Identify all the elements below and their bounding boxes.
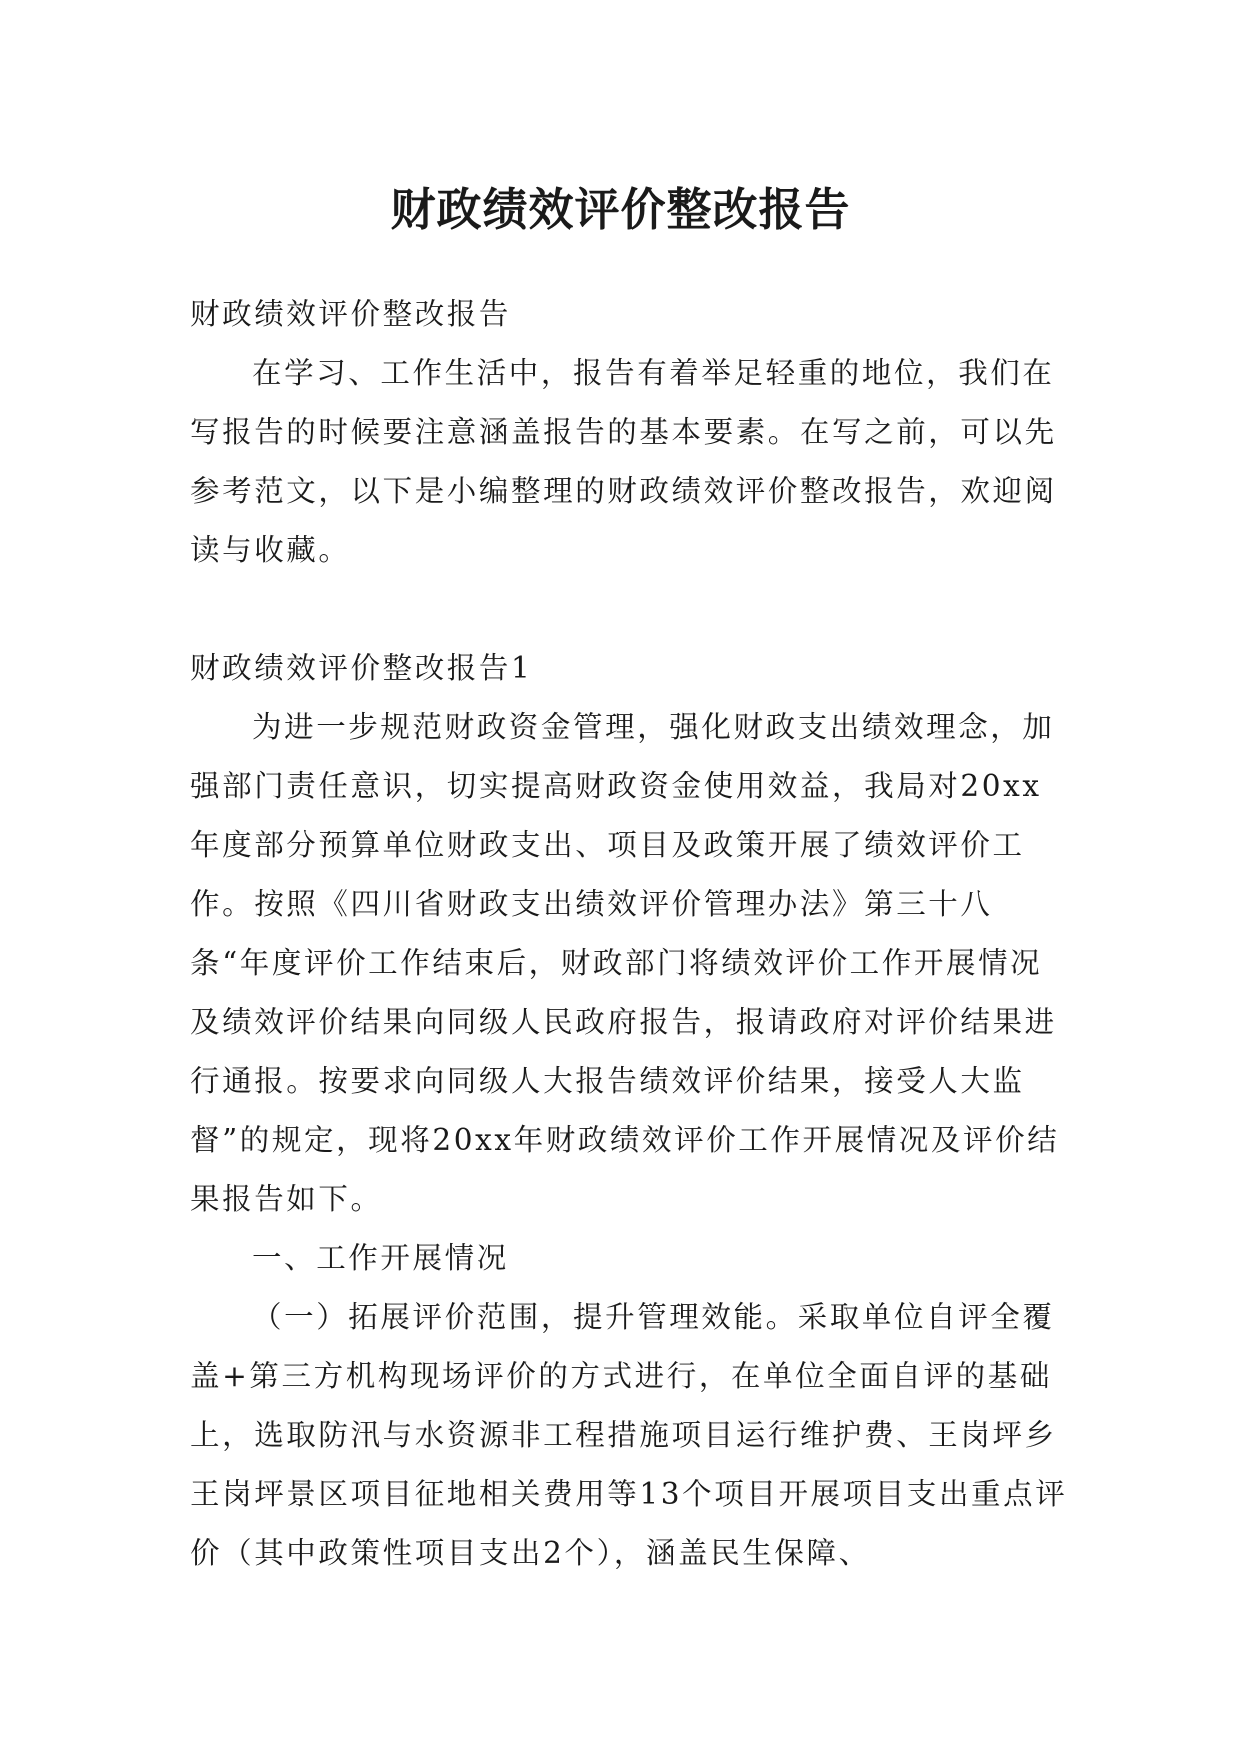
intro-paragraph: 在学习、工作生活中，报告有着举足轻重的地位，我们在写报告的时候要注意涵盖报告的基本要素。在写之前，可以先参考范文，以下是小编整理的财政绩效评价整改报告，欢迎阅读与收藏。: [190, 356, 1057, 567]
report-1-heading: 财政绩效评价整改报告1: [190, 651, 533, 685]
paragraph-spacer: [190, 580, 1070, 639]
document-body: [190, 285, 1070, 1583]
section-1-heading: 一、工作开展情况: [252, 1241, 509, 1275]
report-1-paragraph: 为进一步规范财政资金管理，强化财政支出绩效理念，加强部门责任意识，切实提高财政资金使用效益，我局对20xx年度部分预算单位财政支出、项目及政策开展了绩效评价工作。按照《四川省财政支出绩效评价管理办法》第三十八条“年度评价工作结束后，财政部门将绩效评价工作开展情况及绩效评价结果向同级人民政府报告，报请政府对评价结果进行通报。按要求向同级人大报告绩效评价结果，接受人大监督”的规定，现将20xx年财政绩效评价工作开展情况及评价结果报告如下。: [190, 710, 1060, 1216]
document-title: 财政绩效评价整改报告: [390, 183, 851, 237]
section-1-item-1: （一）拓展评价范围，提升管理效能。采取单位自评全覆盖+第三方机构现场评价的方式进行，在单位全面自评的基础上，选取防汛与水资源非工程措施项目运行维护费、王岗坪乡王岗坪景区项目征地相关费用等13个项目开展项目支出重点评价（其中政策性项目支出2个），涵盖民生保障、: [190, 1300, 1068, 1570]
document-subtitle: 财政绩效评价整改报告: [190, 297, 512, 331]
